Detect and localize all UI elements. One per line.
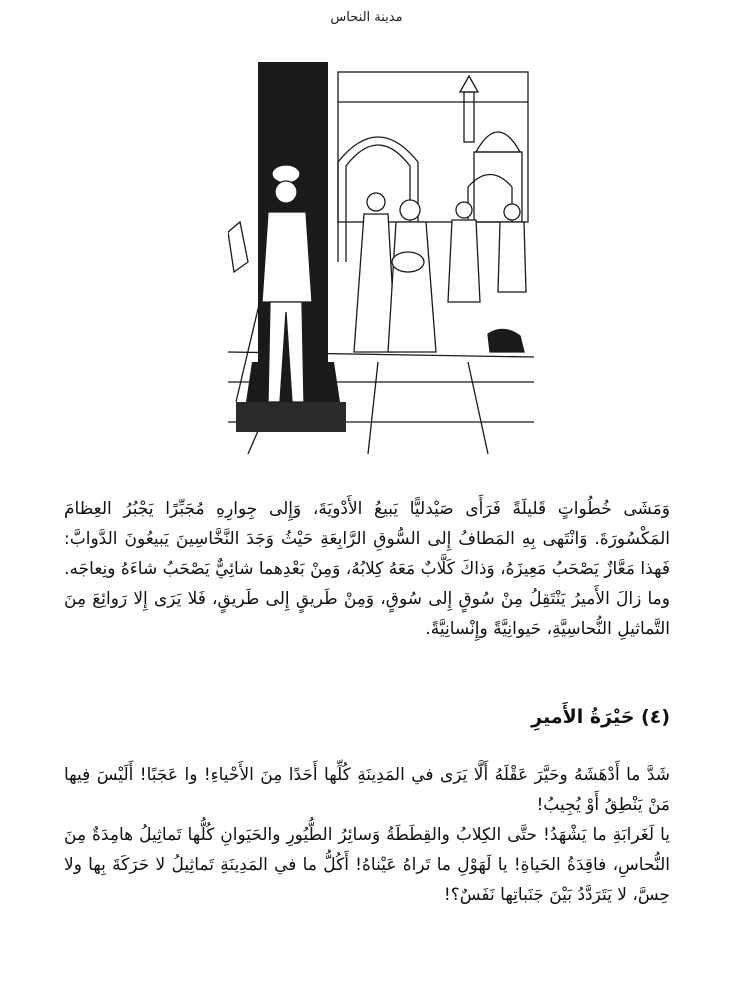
running-head: مدينة النحاس xyxy=(330,10,403,25)
paragraphs-before xyxy=(64,494,670,644)
paragraph: وما زالَ الأَميرُ يَنْتَقِلُ مِنْ سُوقٍ إِلى سُوقٍ، وَمِنْ طَريقٍ إِلى طَريقٍ، فَلا يَرَى إِلا رَوائِعَ مِنَ التَّماثيلِ النُّحاسِيَّةِ، حَيوانِيَّةً وإِنْسانِيَّةً. xyxy=(64,589,670,639)
section-heading: (٤) حَيْرَةُ الأَميرِ xyxy=(531,706,670,728)
market-scene-illustration xyxy=(228,62,534,454)
paragraph: شَدَّ ما أَدْهَشَهُ وحَيَّرَ عَقْلَهُ أَلَّا يَرَى في المَدِينَةِ كُلِّها أَحَدًا مِنَ الأَحْياءِ! وا عَجَبًا! أَلَيْسَ فِيها مَنْ يَنْطِقُ أَوْ يُجِيبُ! xyxy=(64,765,670,815)
paragraph: يا لَغَرابَةِ ما يَشْهَدُ! حتَّى الكِلابُ والقِطَطَةُ وَسائِرُ الطُّيُورِ والحَيَوانِ كُلُّها تَماثِيلُ هامِدَةٌ مِنَ النُّحاسِ، فاقِدَةُ الحَياةِ! يا لَهَوْلِ ما تَراهُ عَيْناهُ! أَكُلُّ ما في المَدِينَةِ تَماثِيلُ لا حَرَكَةَ بِها ولا حِسَّ، لا يَتَرَدَّدُ بَيْنَ جَنَباتِها نَفَسٌ؟! xyxy=(64,825,670,905)
paragraphs-after xyxy=(64,760,670,910)
paragraph: وَمَشَى خُطُواتٍ قَليلَةً فَرَأَى صَيْدليًّا يَبيعُ الأَدْويَةَ، وَإِلى جِوارِهِ مُجَبِّرًا يَجْبُرُ العِظامَ المَكْسُورَةَ. وَانْتَهى بِهِ المَطافُ إِلى السُّوقِ الرَّابِعَةِ حَيْثُ وَجَدَ النَّخَّاسِينَ يَبيعُونَ الدَّوابَّ: فَهذا مَعَّازٌ يَصْحَبُ مَعِيزَهُ، وَذاكَ كَلَّابٌ مَعَهُ كِلابُهُ، وَمِنْ بَعْدِهما شائِيٌّ يَصْحَبُ شاءَهُ ونِعاجَه. xyxy=(64,499,670,579)
